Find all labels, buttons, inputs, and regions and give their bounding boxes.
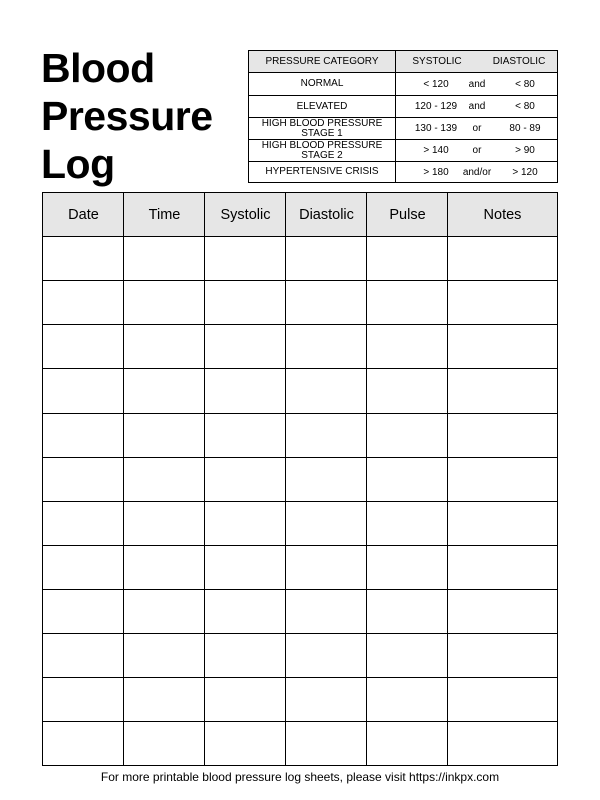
- row-divider: [43, 633, 557, 634]
- column-header-systolic: Systolic: [220, 206, 271, 223]
- title-line-3: Log: [41, 141, 115, 187]
- row-divider: [43, 457, 557, 458]
- systolic-range: > 180: [423, 166, 449, 178]
- header-systolic: SYSTOLIC: [412, 56, 462, 67]
- page-title: [41, 44, 241, 188]
- row-divider: [43, 545, 557, 546]
- row-divider: [43, 677, 557, 678]
- column-divider: [366, 193, 367, 765]
- systolic-range: 120 - 129: [414, 101, 458, 112]
- systolic-range: 130 - 139: [414, 123, 458, 134]
- systolic-range: > 140: [423, 145, 449, 156]
- row-divider: [43, 280, 557, 281]
- row-divider: [43, 324, 557, 325]
- title-line-1: Blood: [41, 45, 155, 91]
- column-divider: [123, 193, 124, 765]
- reference-row-stage-1: [249, 118, 557, 140]
- row-divider: [43, 368, 557, 369]
- range-operator: and: [468, 78, 486, 90]
- category-label: NORMAL: [249, 73, 396, 95]
- diastolic-range: > 120: [512, 166, 538, 178]
- column-divider: [204, 193, 205, 765]
- range-operator: and/or: [462, 166, 492, 178]
- header-category: PRESSURE CATEGORY: [249, 51, 396, 72]
- blood-pressure-log-table: [42, 192, 558, 766]
- title-line-2: Pressure: [41, 93, 213, 139]
- category-label: ELEVATED: [249, 96, 396, 117]
- row-divider: [43, 721, 557, 722]
- row-divider: [43, 589, 557, 590]
- category-label: HIGH BLOOD PRESSURE STAGE 1: [249, 118, 396, 139]
- row-divider: [43, 501, 557, 502]
- category-label: HIGH BLOOD PRESSURE STAGE 2: [249, 140, 396, 161]
- column-header-diastolic: Diastolic: [299, 206, 354, 223]
- row-divider: [43, 413, 557, 414]
- reference-row-crisis: [249, 162, 557, 182]
- category-label: HYPERTENSIVE CRISIS: [249, 162, 396, 182]
- systolic-range: < 120: [423, 78, 449, 90]
- diastolic-range: < 80: [515, 78, 535, 90]
- diastolic-range: 80 - 89: [509, 123, 541, 134]
- log-header-row: [43, 193, 557, 237]
- diastolic-range: > 90: [515, 145, 535, 156]
- column-divider: [447, 193, 448, 765]
- range-operator: or: [472, 145, 482, 156]
- column-divider: [285, 193, 286, 765]
- range-operator: and: [468, 101, 486, 112]
- diastolic-range: < 80: [515, 101, 535, 112]
- column-header-notes: Notes: [483, 206, 522, 223]
- column-header-pulse: Pulse: [389, 206, 426, 223]
- footer-note: For more printable blood pressure log sheets, please visit https://inkpx.com: [100, 770, 500, 784]
- header-diastolic: DIASTOLIC: [492, 56, 546, 67]
- reference-row-normal: [249, 73, 557, 96]
- reference-row-stage-2: [249, 140, 557, 162]
- pressure-category-table: [248, 50, 558, 183]
- column-header-date: Date: [68, 206, 99, 223]
- reference-row-elevated: [249, 96, 557, 118]
- reference-header-row: [249, 51, 557, 73]
- column-header-time: Time: [148, 206, 181, 223]
- range-operator: or: [472, 123, 482, 134]
